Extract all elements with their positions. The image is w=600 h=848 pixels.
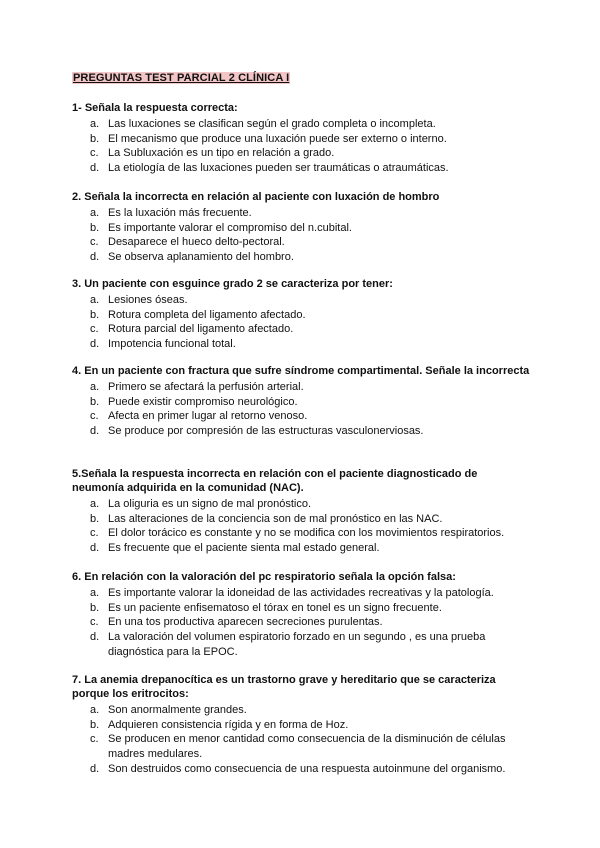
question-2 <box>72 190 532 265</box>
document-title: PREGUNTAS TEST PARCIAL 2 CLÍNICA I <box>73 72 290 84</box>
option-d: d. Impotencia funcional total. <box>90 338 236 351</box>
question-3 <box>72 277 532 352</box>
options-list <box>72 117 532 176</box>
option-c: c. En una tos productiva aparecen secreciones purulentas. <box>90 616 383 629</box>
question-text: 1- Señala la respuesta correcta: <box>72 102 238 114</box>
option-c: c. Rotura parcial del ligamento afectado. <box>90 323 294 336</box>
option-b: b. Es importante valorar el compromiso del n.cubital. <box>90 221 352 234</box>
question-1 <box>72 101 532 176</box>
option-a: a. Es la luxación más frecuente. <box>90 207 252 219</box>
option-d: d. Son destruidos como consecuencia de una respuesta autoinmune del organismo. <box>90 762 506 775</box>
option-d: d. Se produce por compresión de las estructuras vasculonerviosas. <box>90 425 424 438</box>
option-c: c. Se producen en menor cantidad como consecuencia de la disminución de células madres medulares. <box>90 733 506 761</box>
option-a: a. Primero se afectará la perfusión arterial. <box>90 381 304 393</box>
option-c: c. La Subluxación es un tipo en relación a grado. <box>90 147 335 160</box>
options-list <box>72 703 532 777</box>
option-c: c. Desaparece el hueco delto-pectoral. <box>90 236 285 249</box>
options-list <box>72 206 532 265</box>
option-b: b. Las alteraciones de la conciencia son de mal pronóstico en las NAC. <box>90 512 443 525</box>
option-b: b. Puede existir compromiso neurológico. <box>90 395 298 408</box>
option-a: a. Lesiones óseas. <box>90 294 188 306</box>
options-list <box>72 497 532 556</box>
option-c: c. Afecta en primer lugar al retorno venoso. <box>90 410 308 423</box>
option-d: d. La valoración del volumen espiratorio forzado en un segundo , es una prueba diagnóstica para la EPOC. <box>90 631 486 658</box>
option-b: b. Adquieren consistencia rígida y en forma de Hoz. <box>90 718 349 731</box>
option-a: a. La oliguria es un signo de mal pronóstico. <box>90 498 312 510</box>
question-text: 5.Señala la respuesta incorrecta en relación con el paciente diagnosticado de neumonía adquirida en la comunidad (NAC). <box>72 468 478 494</box>
question-text: 7. La anemia drepanocítica es un trastorno grave y hereditario que se caracteriza porque los eritrocitos: <box>72 674 496 700</box>
option-b: b. Es un paciente enfisematoso el tórax en tonel es un signo frecuente. <box>90 601 442 614</box>
question-text: 4. En un paciente con fractura que sufre síndrome compartimental. Señale la incorrecta <box>72 365 530 377</box>
option-a: a. Es importante valorar la idoneidad de las actividades recreativas y la patología. <box>90 587 494 599</box>
option-a: a. Son anormalmente grandes. <box>90 704 247 716</box>
option-d: d. Se observa aplanamiento del hombro. <box>90 251 294 264</box>
question-5 <box>72 467 532 556</box>
options-list <box>72 293 532 352</box>
question-text: 6. En relación con la valoración del pc respiratorio señala la opción falsa: <box>72 571 456 583</box>
question-7 <box>72 673 532 777</box>
option-d: d. La etiología de las luxaciones pueden ser traumáticas o atraumáticas. <box>90 162 449 175</box>
options-list <box>72 586 532 660</box>
question-text: 3. Un paciente con esguince grado 2 se caracteriza por tener: <box>72 278 393 290</box>
options-list <box>72 380 532 439</box>
option-c: c. El dolor torácico es constante y no se modifica con los movimientos respiratorios. <box>90 527 505 540</box>
option-d: d. Es frecuente que el paciente sienta mal estado general. <box>90 542 380 555</box>
option-b: b. Rotura completa del ligamento afectado. <box>90 308 306 321</box>
option-a: a. Las luxaciones se clasifican según el grado completa o incompleta. <box>90 118 436 130</box>
option-b: b. El mecanismo que produce una luxación puede ser externo o interno. <box>90 132 447 145</box>
question-text: 2. Señala la incorrecta en relación al paciente con luxación de hombro <box>72 191 440 203</box>
question-6 <box>72 570 532 660</box>
question-4 <box>72 364 532 439</box>
